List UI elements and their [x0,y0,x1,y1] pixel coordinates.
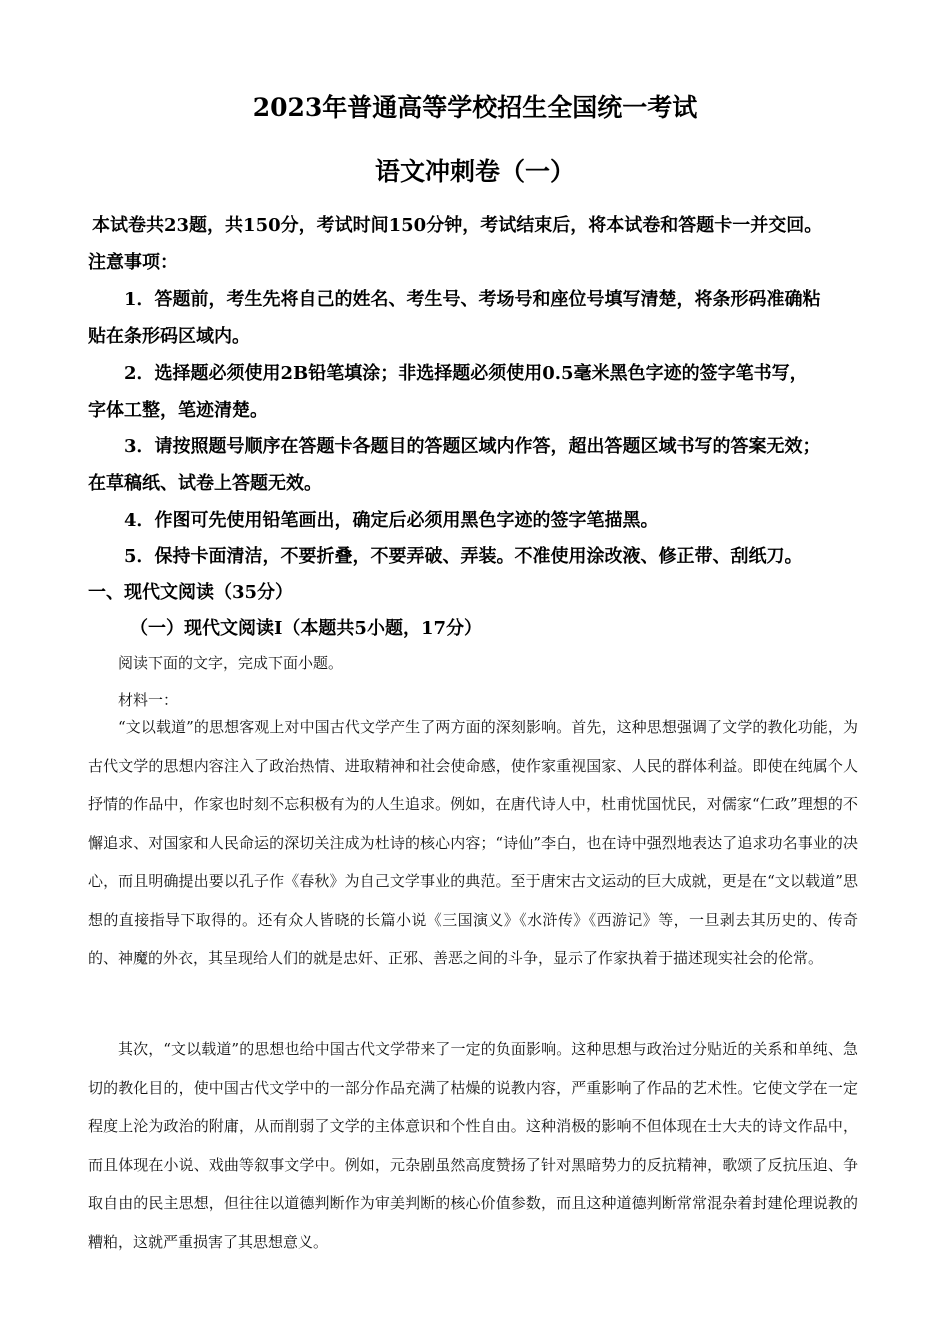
material-paragraph-1: “文以载道”的思想客观上对中国古代文学产生了两方面的深刻影响。首先，这种思想强调了文学的教化功能，为古代文学的思想内容注入了政治热情、进取精神和社会使命感，使作家重视国家、人民的群体利益。即使在纯属个人抒情的作品中，作家也时刻不忘积极有为的人生追求。例如，在唐代诗人中，杜甫忧国忧民，对儒家“仁政”理想的不懈追求、对国家和人民命运的深切关注成为杜诗的核心内容；“诗仙”李白，也在诗中强烈地表达了追求功名事业的决心，而且明确提出要以孔子作《春秋》为自己文学事业的典范。至于唐宋古文运动的巨大成就，更是在“文以载道”思想的直接指导下取得的。还有众人皆晓的长篇小说《三国演义》《水浒传》《西游记》等，一旦剥去其历史的、传奇的、神魔的外衣，其呈现给人们的就是忠奸、正邪、善恶之间的斗争，显示了作家执着于描述现实社会的伦常。 [88,718,858,967]
section-heading: 一、现代文阅读（35分） [88,582,294,603]
notice-item-1-line1: 1．答题前，考生先将自己的姓名、考生号、考场号和座位号填写清楚，将条形码准确粘 [124,289,821,310]
reading-prompt: 阅读下面的文字，完成下面小题。 [118,654,344,672]
notice-label: 注意事项： [88,252,178,273]
notice-item-2-line1: 2．选择题必须使用2B铅笔填涂；非选择题必须使用0.5毫米黑色字迹的签字笔书写， [124,363,808,384]
notice-item-4: 4．作图可先使用铅笔画出，确定后必须用黑色字迹的签字笔描黑。 [124,510,659,531]
notice-item-1-line2: 贴在条形码区域内。 [88,326,250,347]
notice-item-2-line2: 字体工整，笔迹清楚。 [88,400,268,421]
material-label: 材料一： [118,691,179,709]
notice-item-5: 5．保持卡面清洁，不要折叠，不要弄破、弄装。不准使用涂改液、修正带、刮纸刀。 [124,546,803,567]
notice-item-3-line2: 在草稿纸、试卷上答题无效。 [88,473,322,494]
exam-intro: 本试卷共23题，共150分，考试时间150分钟，考试结束后，将本试卷和答题卡一并交回。 [92,215,823,236]
notice-item-3-line1: 3．请按照题号顺序在答题卡各题目的答题区域内作答，超出答题区域书写的答案无效； [124,436,821,457]
exam-subtitle: 语文冲刺卷（一） [374,157,575,186]
material-paragraph-2: 其次，“文以载道”的思想也给中国古代文学带来了一定的负面影响。这种思想与政治过分贴近的关系和单纯、急切的教化目的，使中国古代文学中的一部分作品充满了枯燥的说教内容，严重影响了作品的艺术性。它使文学在一定程度上沦为政治的附庸，从而削弱了文学的主体意识和个性自由。这种消极的影响不但体现在士大夫的诗文作品中，而且体现在小说、戏曲等叙事文学中。例如，元杂剧虽然高度赞扬了针对黑暗势力的反抗精神，歌颂了反抗压迫、争取自由的民主思想，但往往以道德判断作为审美判断的核心价值参数，而且这种道德判断常常混杂着封建伦理说教的糟粕，这就严重损害了其思想意义。 [88,1040,858,1251]
section-subheading: （一）现代文阅读Ⅰ（本题共5小题，17分） [130,618,482,639]
exam-title: 2023年普通高等学校招生全国统一考试 [252,93,698,122]
